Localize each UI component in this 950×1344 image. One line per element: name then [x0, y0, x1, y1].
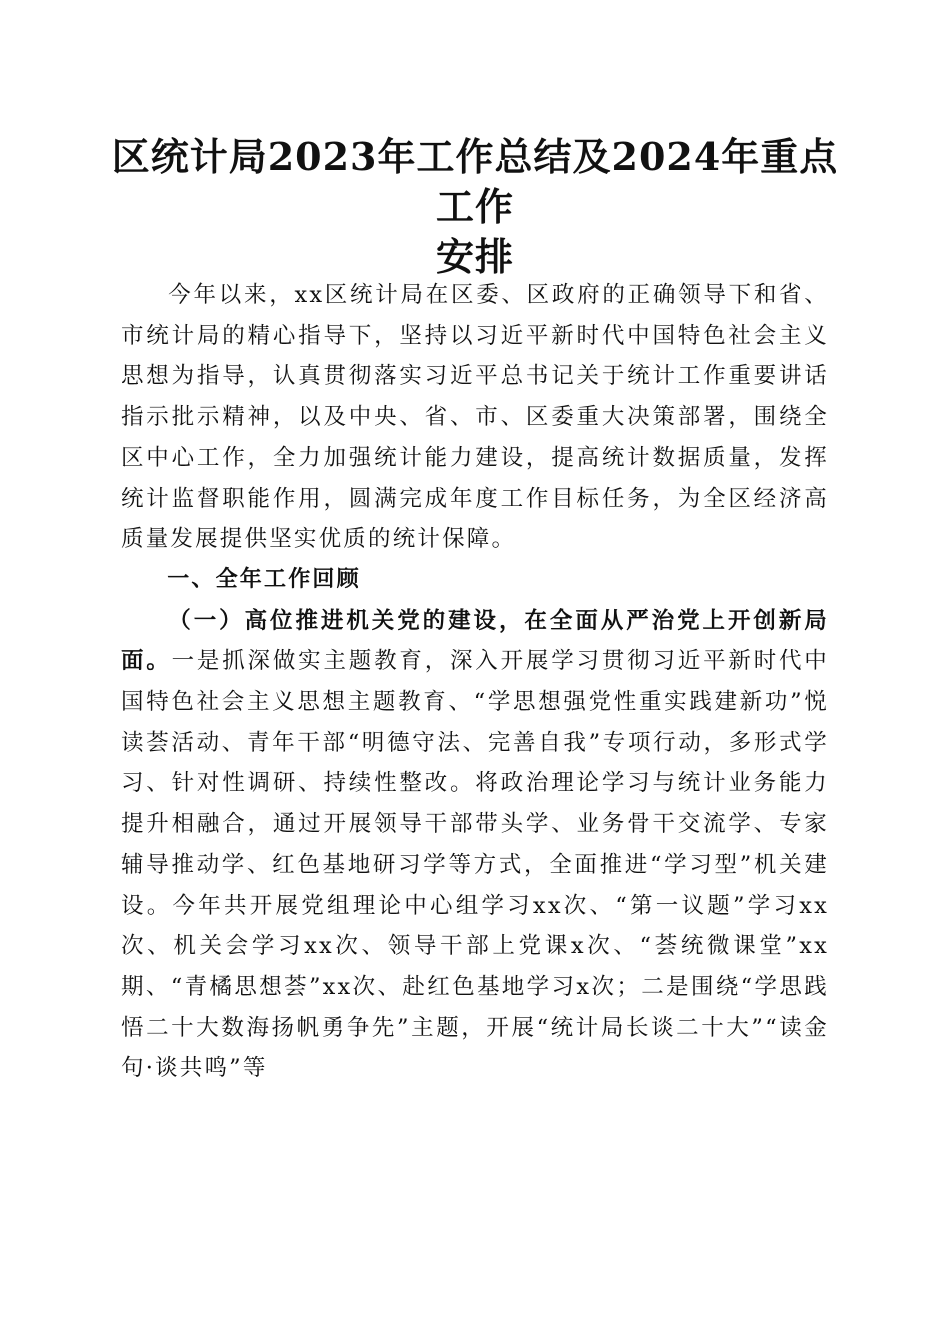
title-line-2: 安排: [435, 234, 514, 279]
section-heading: 一、全年工作回顾: [167, 566, 361, 592]
intro-paragraph: 今年以来，xx区统计局在区委、区政府的正确领导下和省、市统计局的精心指导下，坚持以习近平新时代中国特色社会主义思想为指导，认真贯彻落实习近平总书记关于统计工作重要讲话指示批示精神，以及中央、省、市、区委重大决策部署，围绕全区中心工作，全力加强统计能力建设，提高统计数据质量，发挥统计监督职能作用，圆满完成年度工作目标任务，为全区经济高质量发展提供坚实优质的统计保障。: [121, 282, 829, 553]
subsection-text: 一是抓深做实主题教育，深入开展学习贯彻习近平新时代中国特色社会主义思想主题教育、“学思想强党性重实践建新功”悦读荟活动、青年干部“明德守法、完善自我”专项行动，多形式学习、针对性调研、持续性整改。将政治理论学习与统计业务能力提升相融合，通过开展领导干部带头学、业务骨干交流学、专家辅导推动学、红色基地研习学等方式，全面推进“学习型”机关建设。今年共开展党组理论中心组学习xx次、“第一议题”学习xx次、机关会学习xx次、领导干部上党课x次、“荟统微课堂”xx期、“青橘思想荟”xx次、赴红色基地学习x次；二是围绕“学思践悟二十大数海扬帆勇争先”主题，开展“统计局长谈二十大”“读金句·谈共鸣”等: [121, 648, 830, 1082]
title-line-1: 区统计局2023年工作总结及2024年重点工作: [111, 134, 839, 229]
subsection-lead: （一）高位推进机关党的建设，在全面从严治党上开创新局面。: [121, 607, 829, 675]
subsection-paragraph: [121, 601, 829, 1089]
document-title: [100, 132, 850, 282]
document-body: [121, 275, 829, 1089]
